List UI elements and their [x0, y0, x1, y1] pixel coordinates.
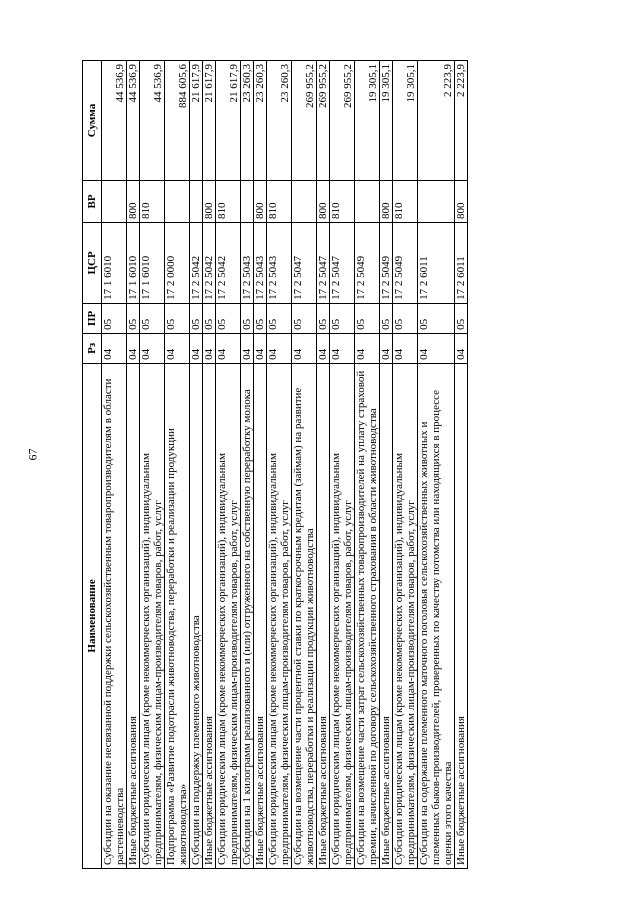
- cell-sum: 23 260,3: [267, 61, 292, 181]
- cell-name: Субсидии на поддержку племенного животноводства: [190, 363, 203, 868]
- cell-sum: 269 955,2: [292, 61, 317, 181]
- table-row: [418, 61, 455, 869]
- header-pr: ПР: [83, 303, 102, 333]
- cell-sum: 23 260,3: [241, 61, 254, 181]
- cell-pr: 05: [241, 303, 254, 333]
- header-name: Наименование: [83, 363, 102, 868]
- cell-vr: 810: [267, 180, 292, 222]
- cell-sum: 269 955,2: [330, 61, 355, 181]
- table-row: [140, 61, 165, 869]
- cell-sum: 19 305,1: [380, 61, 393, 181]
- cell-name: Иные бюджетные ассигнования: [317, 363, 330, 868]
- table-row: [317, 61, 330, 869]
- cell-csr: 17 2 5047: [317, 222, 330, 303]
- cell-sum: 21 617,9: [216, 61, 241, 181]
- cell-csr: 17 2 5042: [216, 222, 241, 303]
- header-sum: Сумма: [83, 61, 102, 181]
- cell-pr: 05: [203, 303, 216, 333]
- cell-rz: 04: [380, 333, 393, 363]
- table-row: [102, 61, 127, 869]
- cell-rz: 04: [418, 333, 455, 363]
- cell-name: Субсидии юридическим лицам (кроме некоммерческих организаций), индивидуальным предпринимателям, физическим лицам-производителям товаров, работ, услуг: [267, 363, 292, 868]
- cell-vr: 800: [254, 180, 267, 222]
- cell-pr: 05: [455, 303, 468, 333]
- cell-sum: 2 223,9: [418, 61, 455, 181]
- cell-rz: 04: [140, 333, 165, 363]
- table-row: [267, 61, 292, 869]
- cell-csr: 17 2 5043: [254, 222, 267, 303]
- cell-rz: 04: [355, 333, 380, 363]
- cell-sum: 19 305,1: [393, 61, 418, 181]
- cell-name: Иные бюджетные ассигнования: [127, 363, 140, 868]
- cell-csr: 17 1 6010: [127, 222, 140, 303]
- cell-sum: 884 605,6: [165, 61, 190, 181]
- cell-vr: [418, 180, 455, 222]
- cell-name: Субсидии на 1 килограмм реализованного и (или) отгруженного на собственную переработку молока: [241, 363, 254, 868]
- cell-csr: 17 2 5047: [292, 222, 317, 303]
- table-row: [190, 61, 203, 869]
- cell-vr: [292, 180, 317, 222]
- table-row: [330, 61, 355, 869]
- budget-table: [82, 60, 468, 869]
- cell-vr: 810: [140, 180, 165, 222]
- cell-vr: [102, 180, 127, 222]
- header-rz: Рз: [83, 333, 102, 363]
- table-row: [380, 61, 393, 869]
- table-row: [455, 61, 468, 869]
- cell-pr: 05: [254, 303, 267, 333]
- cell-rz: 04: [165, 333, 190, 363]
- cell-pr: 05: [190, 303, 203, 333]
- cell-name: Подпрограмма «Развитие подотрасли животноводства, переработки и реализации продукции животноводства»: [165, 363, 190, 868]
- cell-name: Субсидии юридическим лицам (кроме некоммерческих организаций), индивидуальным предпринимателям, физическим лицам-производителям товаров, работ, услуг: [216, 363, 241, 868]
- cell-name: Субсидии на оказание несвязанной поддержки сельскохозяйственным товаропроизводителям в области растениеводства: [102, 363, 127, 868]
- cell-vr: 810: [216, 180, 241, 222]
- cell-pr: 05: [292, 303, 317, 333]
- cell-pr: 05: [355, 303, 380, 333]
- cell-sum: 44 536,9: [102, 61, 127, 181]
- cell-csr: 17 2 5043: [267, 222, 292, 303]
- cell-csr: 17 2 6011: [418, 222, 455, 303]
- cell-rz: 04: [254, 333, 267, 363]
- table-body: [102, 61, 468, 869]
- cell-rz: 04: [455, 333, 468, 363]
- table-header-row: [83, 61, 102, 869]
- cell-sum: 2 223,9: [455, 61, 468, 181]
- cell-pr: 05: [102, 303, 127, 333]
- cell-vr: [241, 180, 254, 222]
- cell-vr: 800: [380, 180, 393, 222]
- cell-vr: 810: [330, 180, 355, 222]
- table-row: [241, 61, 254, 869]
- cell-sum: 23 260,3: [254, 61, 267, 181]
- cell-rz: 04: [102, 333, 127, 363]
- cell-csr: 17 2 5049: [393, 222, 418, 303]
- cell-rz: 04: [216, 333, 241, 363]
- cell-name: Иные бюджетные ассигнования: [455, 363, 468, 868]
- cell-csr: 17 1 6010: [102, 222, 127, 303]
- page-number: 67: [25, 448, 40, 461]
- cell-pr: 05: [380, 303, 393, 333]
- table-row: [165, 61, 190, 869]
- cell-name: Субсидии на возмещение части затрат сельскохозяйственных товаропроизводителей на уплату страховой премии, начисленной по договору сельскохозяйственного страхования в области животноводства: [355, 363, 380, 868]
- cell-rz: 04: [127, 333, 140, 363]
- cell-csr: 17 2 5042: [203, 222, 216, 303]
- table-row: [355, 61, 380, 869]
- table-row: [127, 61, 140, 869]
- cell-name: Иные бюджетные ассигнования: [254, 363, 267, 868]
- cell-pr: 05: [267, 303, 292, 333]
- table-row: [203, 61, 216, 869]
- cell-rz: 04: [190, 333, 203, 363]
- cell-csr: 17 1 6010: [140, 222, 165, 303]
- cell-csr: 17 2 0000: [165, 222, 190, 303]
- cell-pr: 05: [418, 303, 455, 333]
- cell-vr: 810: [393, 180, 418, 222]
- cell-vr: 800: [127, 180, 140, 222]
- cell-pr: 05: [330, 303, 355, 333]
- cell-vr: 800: [203, 180, 216, 222]
- rotated-page-content: [82, 60, 557, 869]
- table-row: [216, 61, 241, 869]
- cell-name: Субсидии юридическим лицам (кроме некоммерческих организаций), индивидуальным предпринимателям, физическим лицам-производителям товаров, работ, услуг: [330, 363, 355, 868]
- cell-rz: 04: [317, 333, 330, 363]
- cell-pr: 05: [165, 303, 190, 333]
- cell-vr: [165, 180, 190, 222]
- cell-rz: 04: [292, 333, 317, 363]
- cell-name: Иные бюджетные ассигнования: [203, 363, 216, 868]
- cell-sum: 21 617,9: [190, 61, 203, 181]
- header-csr: ЦСР: [83, 222, 102, 303]
- cell-csr: 17 2 5049: [380, 222, 393, 303]
- table-row: [254, 61, 267, 869]
- cell-csr: 17 2 5047: [330, 222, 355, 303]
- cell-rz: 04: [203, 333, 216, 363]
- cell-csr: 17 2 5049: [355, 222, 380, 303]
- cell-name: Субсидии юридическим лицам (кроме некоммерческих организаций), индивидуальным предпринимателям, физическим лицам-производителям товаров, работ, услуг: [393, 363, 418, 868]
- cell-rz: 04: [330, 333, 355, 363]
- cell-pr: 05: [127, 303, 140, 333]
- cell-sum: 21 617,9: [203, 61, 216, 181]
- cell-vr: [355, 180, 380, 222]
- cell-csr: 17 2 6011: [455, 222, 468, 303]
- cell-vr: 800: [455, 180, 468, 222]
- cell-pr: 05: [140, 303, 165, 333]
- cell-csr: 17 2 5043: [241, 222, 254, 303]
- cell-name: Иные бюджетные ассигнования: [380, 363, 393, 868]
- cell-csr: 17 2 5042: [190, 222, 203, 303]
- table-row: [292, 61, 317, 869]
- cell-pr: 05: [393, 303, 418, 333]
- table-row: [393, 61, 418, 869]
- cell-name: Субсидии юридическим лицам (кроме некоммерческих организаций), индивидуальным предпринимателям, физическим лицам-производителям товаров, работ, услуг: [140, 363, 165, 868]
- cell-sum: 44 536,9: [127, 61, 140, 181]
- cell-sum: 269 955,2: [317, 61, 330, 181]
- cell-vr: [190, 180, 203, 222]
- cell-vr: 800: [317, 180, 330, 222]
- cell-name: Субсидии на содержание племенного маточного поголовья сельскохозяйственных животных и племенных быков-производителей, проверенных по качеству потомства или находящихся в процессе оценки этого качества: [418, 363, 455, 868]
- cell-rz: 04: [241, 333, 254, 363]
- header-vr: ВР: [83, 180, 102, 222]
- cell-rz: 04: [393, 333, 418, 363]
- cell-sum: 19 305,1: [355, 61, 380, 181]
- cell-name: Субсидии на возмещение части процентной ставки по краткосрочным кредитам (займам) на развитие животноводства, переработки и реализации продукции животноводства: [292, 363, 317, 868]
- cell-pr: 05: [317, 303, 330, 333]
- cell-sum: 44 536,9: [140, 61, 165, 181]
- cell-pr: 05: [216, 303, 241, 333]
- cell-rz: 04: [267, 333, 292, 363]
